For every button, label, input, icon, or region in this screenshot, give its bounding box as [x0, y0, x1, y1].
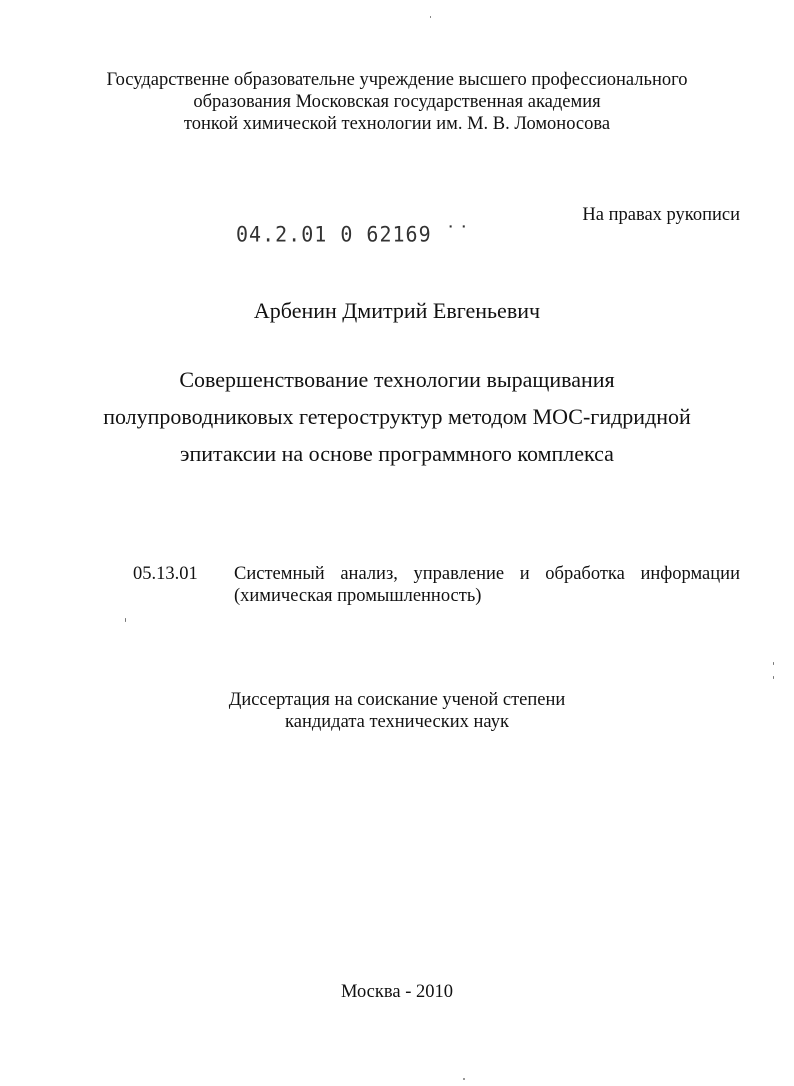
degree-statement	[0, 689, 794, 733]
city-year: Москва - 2010	[340, 982, 453, 1002]
scan-speck	[773, 662, 774, 665]
author-name: Арбенин Дмитрий Евгеньевич	[253, 298, 541, 323]
dissertation-title	[0, 361, 794, 472]
scan-speck	[125, 618, 126, 622]
specialty-word: информации	[640, 564, 740, 584]
title-line-1: Совершенствование технологии выращивания	[179, 367, 615, 392]
institution-line-2: образования Московская государственная академия	[193, 92, 601, 112]
title-line-3: эпитаксии на основе программного комплекса	[180, 441, 614, 466]
specialty-word: управление	[413, 564, 505, 584]
specialty-word: анализ,	[340, 564, 398, 584]
institution-header	[0, 69, 794, 135]
institution-line-3: тонкой химической технологии им. М. В. Ломоносова	[183, 114, 611, 134]
specialty-word: и	[519, 564, 530, 584]
title-line-2: полупроводниковых гетероструктур методом МОС-гидридной	[103, 404, 691, 429]
manuscript-note: На правах рукописи	[582, 205, 740, 225]
specialty-line-1	[234, 563, 740, 585]
scan-speck	[430, 16, 431, 18]
scan-speck	[463, 1078, 465, 1080]
specialty-code: 05.13.01	[133, 564, 198, 584]
specialty-line-2: (химическая промышленность)	[234, 586, 482, 606]
registration-number-stamp: 04.2.01 0 62169 ˙˙	[236, 221, 471, 247]
specialty-description	[234, 563, 740, 607]
specialty-word: Системный	[234, 564, 325, 584]
specialty-word: обработка	[545, 564, 625, 584]
degree-line-1: Диссертация на соискание ученой степени	[228, 690, 566, 710]
scan-speck	[773, 676, 774, 679]
institution-line-1: Государственне образовательне учреждение высшего профессионального	[106, 70, 688, 90]
degree-line-2: кандидата технических наук	[285, 712, 509, 732]
